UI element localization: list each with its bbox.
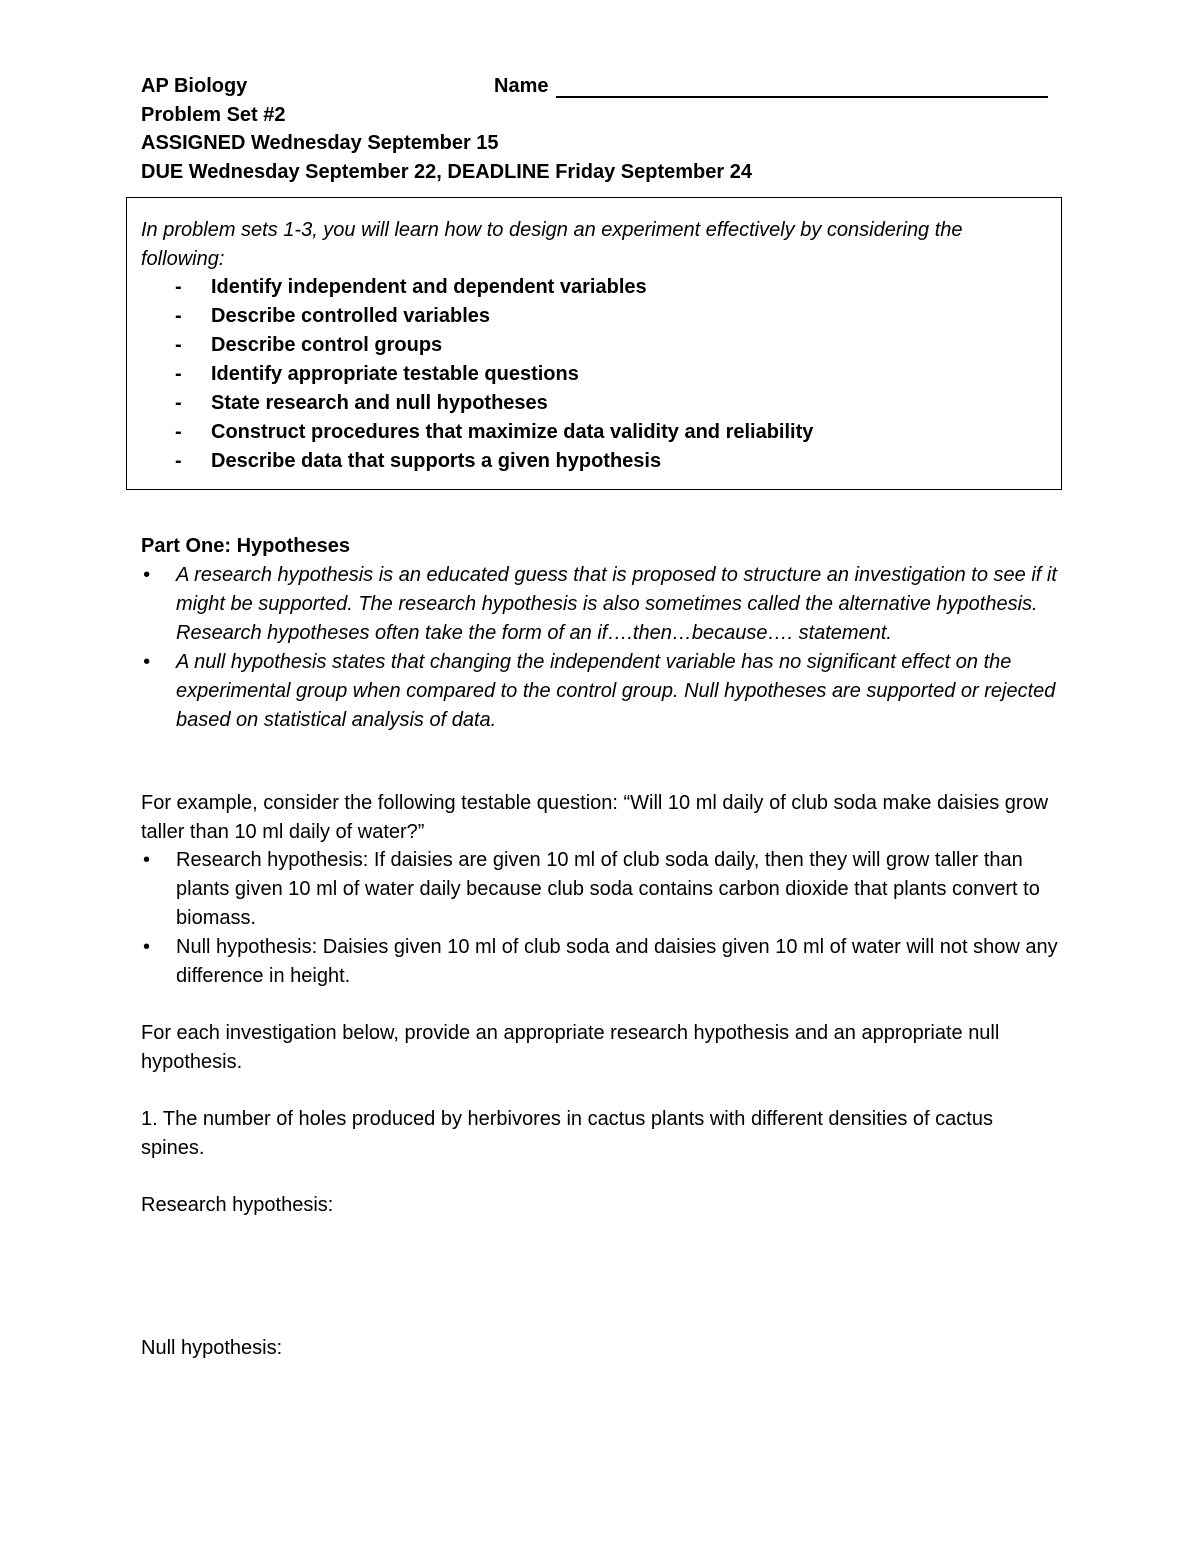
bullet-icon: •	[143, 564, 151, 586]
instructions: For each investigation below, provide an appropriate research hypothesis and an appropriate null hypothesis.	[141, 1022, 1000, 1073]
research-hypothesis-label: Research hypothesis:	[141, 1194, 334, 1216]
course-title: AP Biology	[141, 75, 248, 97]
research-hypothesis-answer-area[interactable]	[141, 1225, 1061, 1325]
name-label: Name	[494, 75, 549, 97]
bullet-icon: •	[143, 651, 151, 673]
null-hypothesis-answer-area[interactable]	[141, 1368, 1061, 1468]
example-intro: For example, consider the following testable question: “Will 10 ml daily of club soda make daisies grow taller than 10 ml daily of water?”	[141, 792, 1049, 843]
name-blank-line[interactable]	[556, 96, 1048, 98]
question-1: 1. The number of holes produced by herbivores in cactus plants with different densities of cactus spines.	[141, 1108, 993, 1159]
objectives-intro: In problem sets 1-3, you will learn how to design an experiment effectively by considering the following:	[141, 219, 963, 270]
bullet-icon: •	[143, 849, 151, 871]
part-one-title: Part One: Hypotheses	[141, 535, 350, 557]
problem-set-title: Problem Set #2	[141, 104, 286, 126]
example-research-hypothesis: • Research hypothesis: If daisies are given 10 ml of club soda daily, then they will grow taller than plants given 10 ml of water daily because club soda contains carbon dioxide that plants convert to biomass.	[141, 846, 1061, 933]
due-date: DUE Wednesday September 22, DEADLINE Friday September 24	[141, 161, 752, 183]
examples-list	[141, 846, 1061, 991]
definition-research: • A research hypothesis is an educated guess that is proposed to structure an investigation to see if it might be supported. The research hypothesis is also sometimes called the alternative hypothesis. Research hypotheses often take the form of an if….then…because…. statement.	[141, 561, 1061, 648]
document-page: AP Biology Name Problem Set #2 ASSIGNED Wednesday September 15 DUE Wednesday September 22, DEADLINE Friday September 24 In problem sets 1-3, you will learn how to design an experiment effectively by considering the following: - Identify independent and dependent variables - Describe controlled variables - Describe control groups - Identify appropriate testable questions - State research and null hypotheses - Construct procedures that maximize data validity and reliability - Describe data that supports a given hypothesis Part One: Hypotheses • A research hypothesis is an educated guess that is proposed to structure an investigation to see if it might be supported. The research hypothesis is also sometimes called the alternative hypothesis. Research hypotheses often take the form of an if….then…because…. statement. • A null hypothesis states that changing the independent variable has no significant effect on the experimental group when compared to the control group. Null hypotheses are supported or rejected based on statistical analysis of data. For example, consider the following testable question: “Will 10 ml daily of club soda make daisies grow taller than 10 ml daily of water?” • Research hypothesis: If daisies are given 10 ml of club soda daily, then they will grow taller than plants given 10 ml of water daily because club soda contains carbon dioxide that plants convert to biomass. • Null hypothesis: Daisies given 10 ml of club soda and daisies given 10 ml of water will not show any difference in height. For each investigation below, provide an appropriate research hypothesis and an appropriate null hypothesis. 1. The number of holes produced by herbivores in cactus plants with different densities of cactus spines. Research hypothesis: Null hypothesis:	[0, 0, 1200, 1553]
bullet-icon: •	[143, 936, 151, 958]
definition-null: • A null hypothesis states that changing the independent variable has no significant effect on the experimental group when compared to the control group. Null hypotheses are supported or rejected based on statistical analysis of data.	[141, 648, 1061, 735]
definitions-list	[141, 561, 1061, 735]
example-null-hypothesis: • Null hypothesis: Daisies given 10 ml of club soda and daisies given 10 ml of water will not show any difference in height.	[141, 933, 1061, 991]
null-hypothesis-label: Null hypothesis:	[141, 1337, 283, 1359]
assigned-date: ASSIGNED Wednesday September 15	[141, 132, 499, 154]
